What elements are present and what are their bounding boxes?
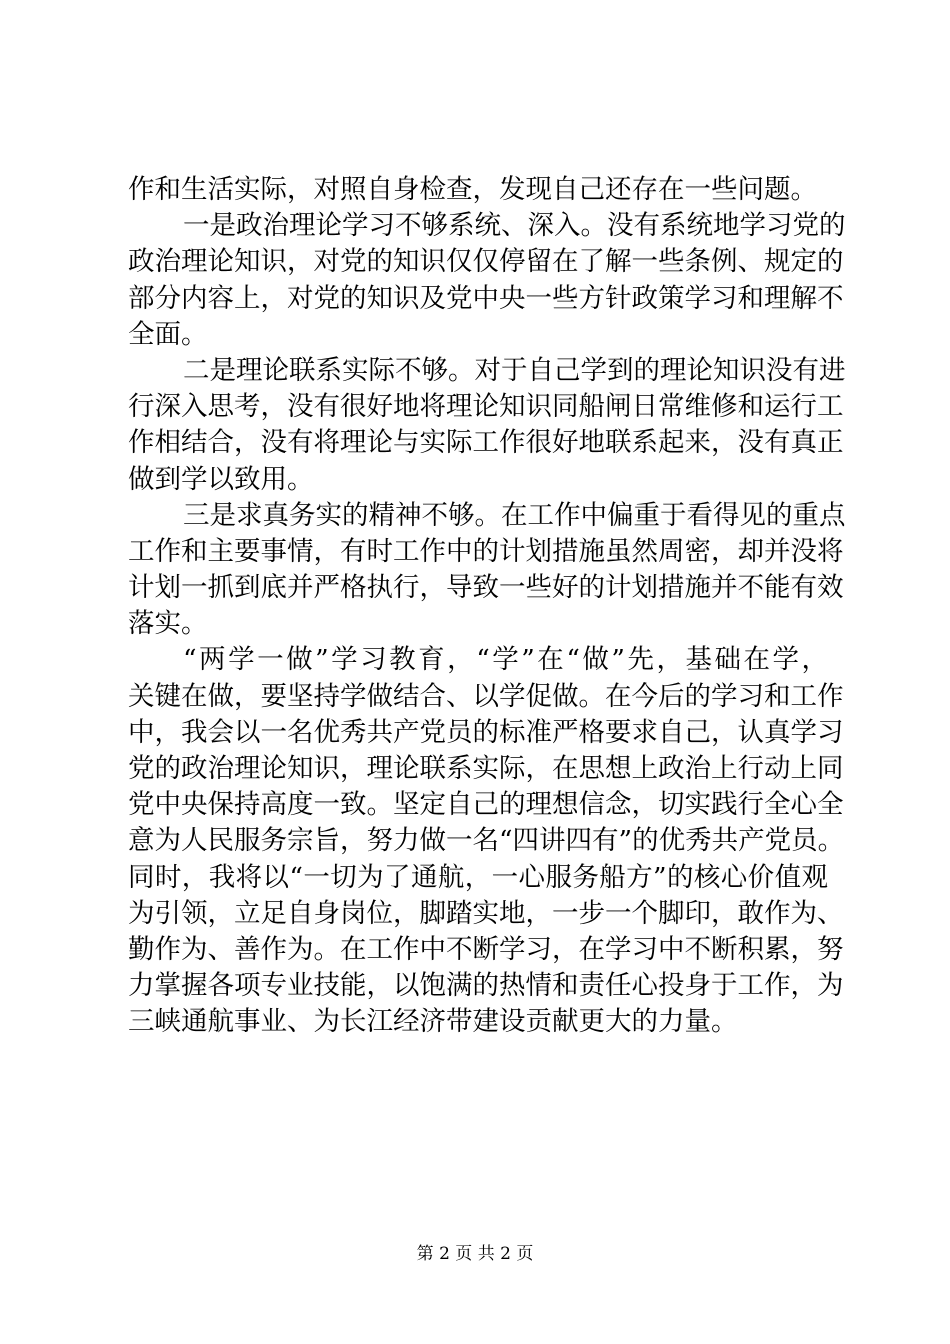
text-line: 二是理论联系实际不够。对于自己学到的理论知识没有进 <box>183 354 846 386</box>
text-line: 为引领，立足自身岗位，脚踏实地，一步一个脚印，敢作为、 <box>128 897 844 929</box>
text-line: 部分内容上，对党的知识及党中央一些方针政策学习和理解不 <box>128 282 844 314</box>
text-line: 党的政治理论知识，理论联系实际，在思想上政治上行动上同 <box>128 753 844 784</box>
text-line: 落实。 <box>128 608 208 640</box>
text-line: 力掌握各项专业技能，以饱满的热情和责任心投身于工作，为 <box>128 970 844 1002</box>
text-line: 计划一抓到底并严格执行，导致一些好的计划措施并不能有效 <box>128 572 844 604</box>
text-line: 勤作为、善作为。在工作中不断学习，在学习中不断积累，努 <box>128 933 844 965</box>
document-body <box>128 172 846 1041</box>
text-line: 意为人民服务宗旨，努力做一名“四讲四有”的优秀共产党员。 <box>128 825 845 857</box>
text-line: 全面。 <box>128 318 208 350</box>
text-line: 政治理论知识，对党的知识仅仅停留在了解一些条例、规定的 <box>128 246 844 278</box>
text-line: 行深入思考，没有很好地将理论知识同船闸日常维修和运行工 <box>128 391 844 423</box>
text-line: 三峡通航事业、为长江经济带建设贡献更大的力量。 <box>128 1006 738 1038</box>
text-line: 作相结合，没有将理论与实际工作很好地联系起来，没有真正 <box>128 427 844 459</box>
text-line: 中，我会以一名优秀共产党员的标准严格要求自己，认真学习 <box>128 716 844 748</box>
text-line: 一是政治理论学习不够系统、深入。没有系统地学习党的 <box>183 210 846 242</box>
text-line: 党中央保持高度一致。坚定自己的理想信念，切实践行全心全 <box>128 789 844 821</box>
text-line: 关键在做，要坚持学做结合、以学促做。在今后的学习和工作 <box>128 680 844 712</box>
text-line: 同时，我将以“一切为了通航，一心服务船方”的核心价值观 <box>128 861 828 893</box>
text-line: 作和生活实际，对照自身检查，发现自己还存在一些问题。 <box>128 174 817 205</box>
text-line: 做到学以致用。 <box>128 463 314 495</box>
text-line: “两学一做”学习教育，“学”在“做”先，基础在学， <box>183 644 828 676</box>
text-line: 三是求真务实的精神不够。在工作中偏重于看得见的重点 <box>183 499 846 531</box>
page-footer: 第 2 页 共 2 页 <box>416 1244 534 1264</box>
text-line: 工作和主要事情，有时工作中的计划措施虽然周密，却并没将 <box>128 535 844 567</box>
